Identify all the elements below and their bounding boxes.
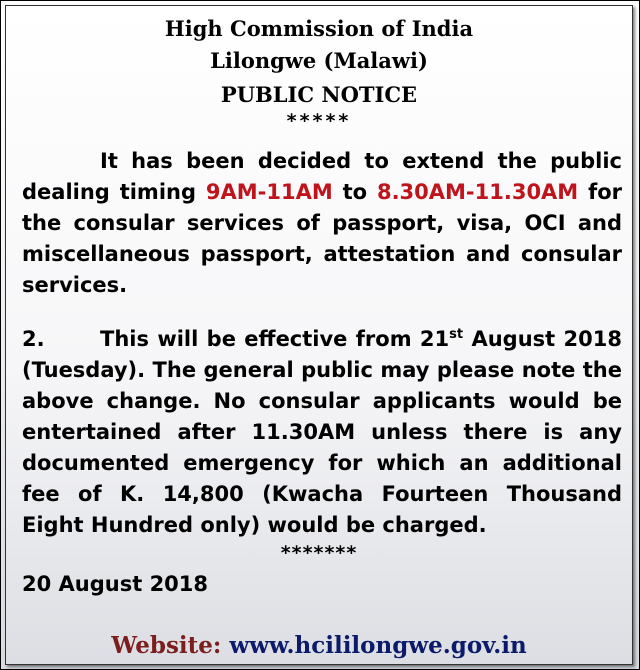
para1-text-c: for the consular services of passport, visa, OCI and miscellaneous passport, attestation and consular services. [22,180,623,297]
paragraph-number: 2. [22,327,45,351]
para2-text-a: This will be effective from 21 [100,327,450,351]
para1-text-b: to [332,180,377,204]
website-url[interactable]: www.hcililongwe.gov.in [229,632,527,659]
notice-frame [5,5,633,665]
old-timing: 9AM-11AM [205,180,333,204]
para2-text-b: August 2018 (Tuesday). The general public may please note the above change. No consular applicants would be entertained after 11.30AM unless there is any documented emergency for which an additional fee of K. 14,800 (Kwacha Fourteen Thousand Eight Hundred only) would be charged. [22,327,623,537]
paragraph-1 [22,146,622,301]
website-line [6,632,632,659]
website-label: Website: [111,632,222,659]
header-location: Lilongwe (Malawi) [210,48,428,73]
para1-text-a: It has been decided to extend the public dealing timing [22,149,622,204]
paragraph-2 [22,324,622,541]
header-stars: ***** [286,110,352,132]
notice-date: 20 August 2018 [22,572,209,596]
new-timing: 8.30AM-11.30AM [376,180,579,204]
footer-stars: ******* [280,542,358,564]
header-title: High Commission of India [164,16,474,41]
notice-title: PUBLIC NOTICE [220,82,418,107]
ordinal-suffix: st [449,327,464,342]
